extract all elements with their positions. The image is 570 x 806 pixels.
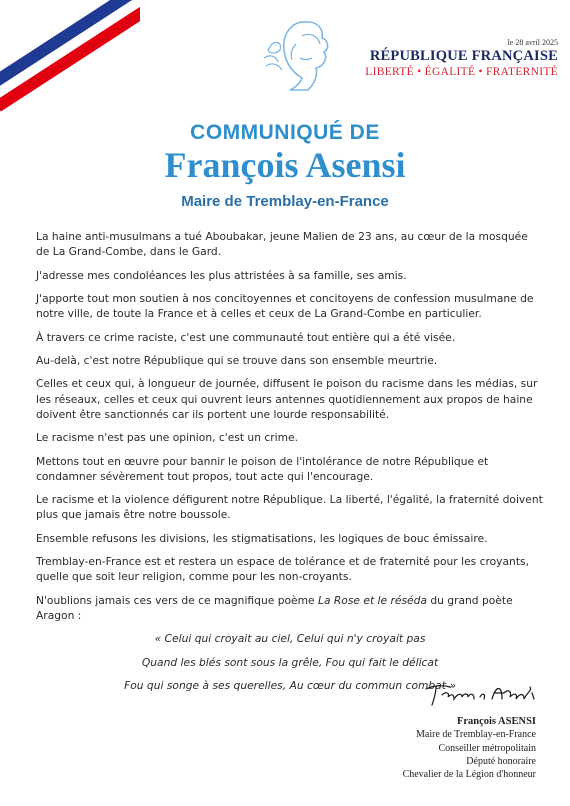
paragraph: Le racisme n'est pas une opinion, c'est un crime. (36, 431, 298, 445)
document-date: le 28 avril 2025 (507, 38, 558, 47)
paragraph: La haine anti-musulmans a tué Aboubakar, jeune Malien de 23 ans, au cœur de la mosquée de La Grand-Combe, dans le Gard. (36, 230, 528, 259)
paragraph: À travers ce crime raciste, c'est une communauté tout entière qui a été visée. (36, 330, 456, 344)
paragraph: Tremblay-en-France est et restera un espace de tolérance et de fraternité pour les croyants, quelle que soit leur religion, comme pour les non-croyants. (36, 555, 529, 584)
poem-intro-before: N'oublions jamais ces vers de ce magnifique poème (36, 593, 318, 607)
poem-title: La Rose et le réséda (317, 593, 427, 607)
signatory-role: Chevalier de la Légion d'honneur (402, 769, 536, 781)
communique-body (36, 229, 544, 701)
communique-heading: COMMUNIQUÉ DE (190, 121, 380, 144)
motto-liberte: LIBERTÉ (365, 66, 414, 78)
poem-line: Quand les blés sont sous la grêle, Fou qui fait le délicat (141, 655, 439, 669)
author-role-heading: Maire de Tremblay-en-France (181, 193, 389, 210)
paragraph: J'adresse mes condoléances les plus attristées à sa famille, ses amis. (36, 268, 407, 282)
poem-intro (36, 593, 544, 623)
marianne-emblem-icon (262, 14, 352, 94)
signatory-role: Député honoraire (466, 755, 536, 767)
motto-separator: • (417, 66, 422, 78)
signatory-role: Conseiller métropolitain (438, 742, 536, 754)
motto-egalite: ÉGALITÉ (424, 66, 476, 78)
paragraph: Le racisme et la violence défigurent notre République. La liberté, l'égalité, la fraternité doivent plus que jamais être notre boussole. (36, 493, 543, 522)
paragraph: J'apporte tout mon soutien à nos concitoyennes et concitoyens de confession musulmane de notre ville, de toute la France et à celles et ceux de La Grand-Combe en particulier. (36, 291, 534, 321)
author-name-heading: François Asensi (164, 145, 406, 185)
paragraph: Ensemble refusons les divisions, les stigmatisations, les logiques de bouc émissaire. (36, 531, 488, 545)
republic-motto (365, 66, 558, 78)
signature-block (403, 715, 536, 781)
republic-title: RÉPUBLIQUE FRANÇAISE (369, 48, 558, 64)
poem-line: Fou qui songe à ses querelles, Au cœur du commun combat » (124, 679, 456, 693)
handwritten-signature (424, 681, 540, 707)
poem-intro-after: du grand poète Aragon : (36, 593, 513, 622)
motto-separator: • (478, 66, 483, 78)
motto-fraternite: FRATERNITÉ (486, 66, 558, 78)
signatory-role: Maire de Tremblay-en-France (416, 729, 536, 741)
paragraph: Celles et ceux qui, à longueur de journée, diffusent le poison du racisme dans les médias, sur les réseaux, celles et ceux qui ouvrent leurs antennes quotidiennement aux propos de haine doivent être sanctionnés car ils portent une lourde responsabilité. (36, 377, 538, 421)
signatory-name: François ASENSI (456, 716, 536, 727)
poem-line: « Celui qui croyait au ciel, Celui qui n'y croyait pas (154, 632, 426, 646)
paragraph: Au-delà, c'est notre République qui se trouve dans son ensemble meurtrie. (36, 353, 438, 367)
paragraph: Mettons tout en œuvre pour bannir le poison de l'intolérance de notre République et condamner sévèrement tout propos, tout acte qui l'encourage. (36, 454, 489, 483)
